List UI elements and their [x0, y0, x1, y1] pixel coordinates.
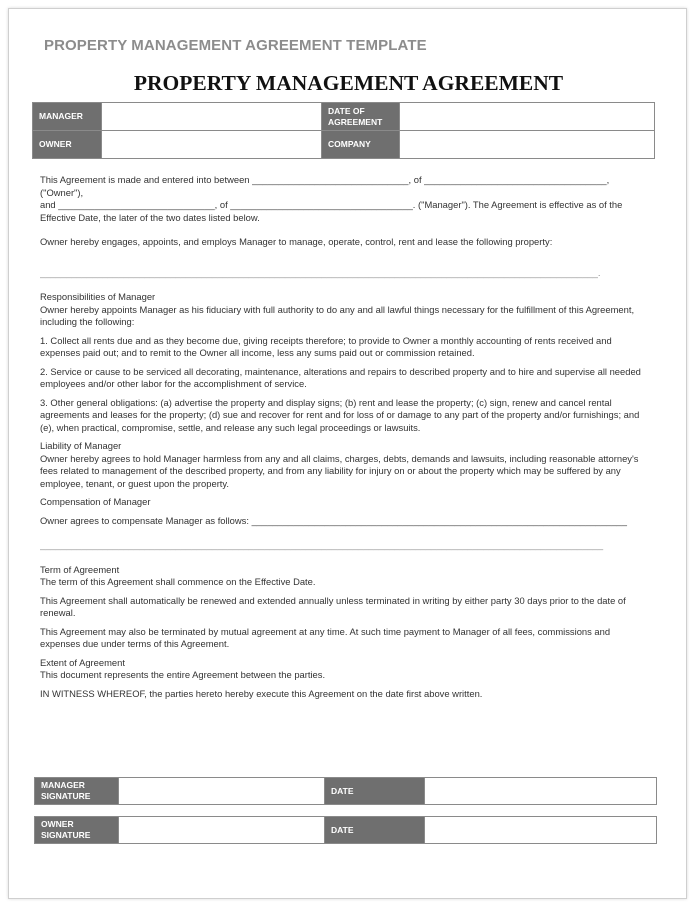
term-paragraph-1: The term of this Agreement shall commence on the Effective Date. [40, 576, 316, 587]
responsibilities-heading: Responsibilities of Manager [40, 291, 156, 302]
responsibility-item-2: 2. Service or cause to be serviced all decorating, maintenance, alterations and repairs to described property and to hire and supervise all needed employees and/or other labor for the accomplishment of service. [40, 365, 641, 389]
compensation-paragraph[interactable]: Owner agrees to compensate Manager as follows: ________________________________________________________________________ [40, 514, 627, 526]
manager-date-label: DATE [325, 778, 425, 805]
compensation-line[interactable]: ____________________________________________________________________________________________________________ [40, 539, 604, 550]
owner-label: OWNER [33, 131, 102, 159]
owner-signature-label: OWNER SIGNATURE [35, 817, 119, 844]
term-paragraph-2: This Agreement shall automatically be renewed and extended annually unless terminated in writing by either party 30 days prior to the date of renewal. [40, 594, 626, 618]
manager-date-field[interactable] [425, 778, 657, 805]
term-heading: Term of Agreement [40, 563, 120, 575]
company-field[interactable] [400, 131, 655, 159]
liability-paragraph: Owner hereby agrees to hold Manager harmless from any and all claims, charges, debts, demands and lawsuits, including reasonable attorney's fees related to management of the described property, and from any liability for injury on or about the property which may be suffered by any employee, tenant, or guest upon the property. [40, 452, 639, 489]
extent-heading: Extent of Agreement [40, 656, 125, 668]
responsibilities-intro: Owner hereby appoints Manager as his fiduciary with full authority to do any and all lawful things necessary for the fulfillment of this Agreement, including the following: [40, 303, 635, 327]
witness-paragraph: IN WITNESS WHEREOF, the parties hereto hereby execute this Agreement on the date first above written. [40, 687, 483, 699]
property-line[interactable]: ___________________________________________________________________________________________________________. [40, 266, 601, 278]
manager-label: MANAGER [33, 103, 102, 131]
compensation-heading: Compensation of Manager [40, 496, 151, 507]
intro-line-2: and ______________________________, of ___________________________________. ("Manager"). The Agreement is effective as of the [40, 199, 623, 210]
intro-line-3: Effective Date, the later of the two dates listed below. [40, 211, 260, 223]
manager-signature-label: MANAGER SIGNATURE [35, 778, 119, 805]
manager-field[interactable] [102, 103, 322, 131]
owner-signature-field[interactable] [119, 817, 325, 844]
owner-signature-table [34, 816, 657, 844]
date-of-agreement-label: DATE OF AGREEMENT [322, 103, 400, 131]
extent-paragraph: This document represents the entire Agreement between the parties. [40, 669, 326, 680]
responsibility-item-1: 1. Collect all rents due and as they become due, giving receipts therefore; to provide to Owner a monthly accounting of rents received and expenses paid out; and to remit to the Owner all income, less any sums paid out or commission retained. [40, 334, 612, 358]
document-title: PROPERTY MANAGEMENT AGREEMENT [133, 71, 564, 95]
agreement-body [40, 174, 644, 700]
owner-date-label: DATE [325, 817, 425, 844]
date-of-agreement-field[interactable] [400, 103, 655, 131]
manager-signature-field[interactable] [119, 778, 325, 805]
owner-date-field[interactable] [425, 817, 657, 844]
company-label: COMPANY [322, 131, 400, 159]
liability-heading: Liability of Manager [40, 440, 122, 451]
header-info-table [32, 102, 655, 159]
owner-field[interactable] [102, 131, 322, 159]
term-paragraph-3: This Agreement may also be terminated by mutual agreement at any time. At such time payment to Manager of all fees, commissions and expenses due under terms of this Agreement. [40, 625, 611, 649]
template-title: PROPERTY MANAGEMENT AGREEMENT TEMPLATE [44, 37, 427, 54]
responsibility-item-3: 3. Other general obligations: (a) advertise the property and display signs; (b) rent and lease the property; (c) sign, renew and cancel rental agreements and leases for the property; (d) sue and recover for rent and for loss of or damage to any part of the property and/or furnishings; and (e), when practical, compromise, settle, and release any such legal proceedings or lawsuits. [40, 396, 640, 433]
intro-line-1: This Agreement is made and entered into between ______________________________, of ___________________________________, ("Owner"), [40, 174, 610, 198]
engages-paragraph: Owner hereby engages, appoints, and employs Manager to manage, operate, control, rent and lease the following property: [40, 236, 553, 247]
manager-signature-table [34, 777, 657, 805]
